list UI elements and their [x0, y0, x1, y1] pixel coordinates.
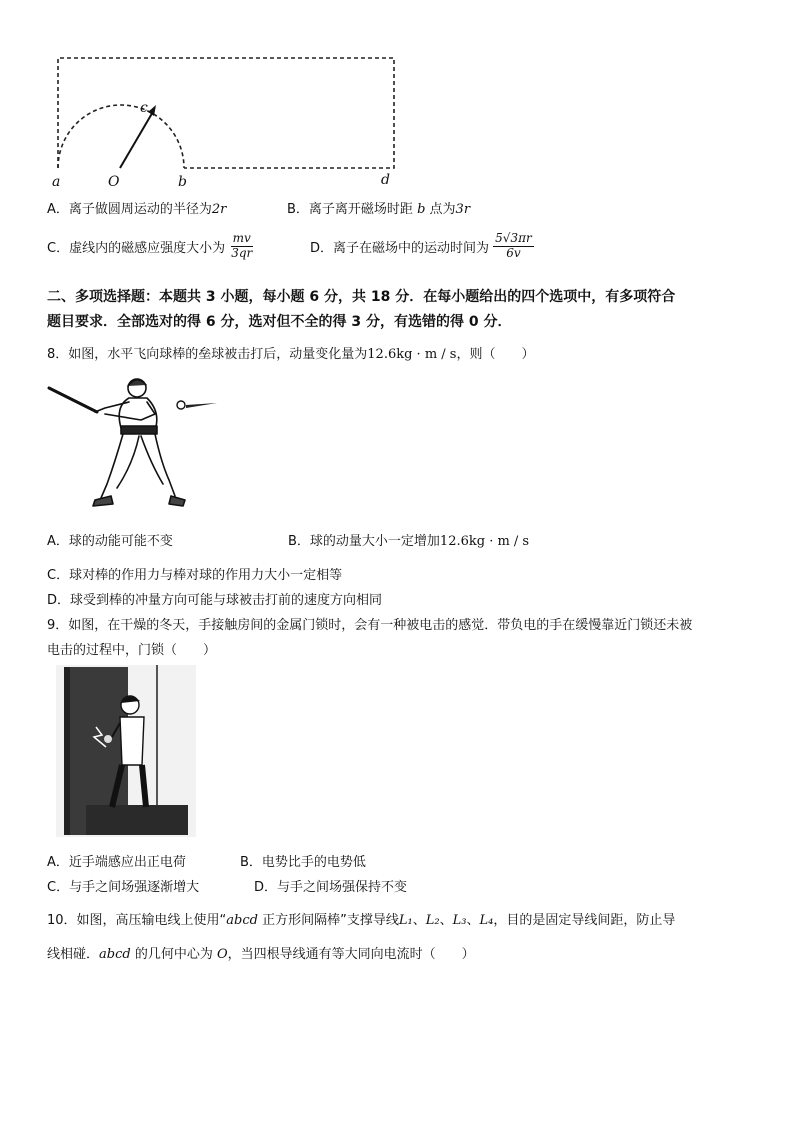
fraction-numerator: 5√3πr	[495, 231, 532, 245]
q10-abcd: abcd	[226, 913, 258, 928]
label-a: a	[52, 174, 61, 190]
fraction-numerator: mv	[232, 231, 251, 245]
q7-option-b-math: 3r	[455, 202, 471, 217]
wire-L1: L₁	[398, 913, 413, 928]
batter-leg-outline	[117, 436, 163, 488]
q8-option-b	[288, 530, 529, 549]
q7-option-b-text: B．离子离开磁场时距	[287, 202, 413, 217]
person-torso	[120, 717, 144, 765]
batter-shoe-right	[169, 496, 185, 506]
q7-option-c-fraction	[229, 232, 254, 261]
q10-abcd-2: abcd	[99, 947, 131, 962]
q8-stem-text: 8．如图，水平飞向球棒的垒球被击打后，动量变化量为	[47, 347, 368, 362]
q10-text-mid: 正方形间隔棒”支撑导线	[257, 913, 399, 928]
batter-shoe-left	[93, 496, 113, 506]
q7-option-b-text2: 点为	[429, 202, 456, 217]
q7-option-a	[47, 198, 226, 217]
label-b: b	[178, 174, 187, 190]
q9-stem-line1: 9．如图，在干燥的冬天，手接触房间的金属门锁时，会有一种被电击的感觉．带负电的手在缓慢靠近门锁还未被	[47, 618, 693, 633]
q10-stem-line1: 10．如图，高压输电线上使用“abcd 正方形间隔棒”支撑导线L₁、L₂、L₃、L₄，目的是固定导线间距，防止导	[47, 913, 676, 928]
q10-stem-line2	[47, 943, 475, 962]
q10-text2: 线相碰．	[47, 947, 100, 962]
wire-L3: L₃	[452, 913, 467, 928]
q9-stem-line2: 电击的过程中，门锁（ ）	[47, 643, 217, 658]
q7-option-b	[287, 198, 470, 217]
velocity-arrow	[120, 110, 154, 168]
q7-option-d-fraction	[493, 232, 534, 261]
label-c: c	[140, 100, 148, 116]
label-d: d	[381, 172, 390, 188]
q8-stem	[47, 343, 534, 362]
wire-L4: L₄	[479, 913, 494, 928]
q7-option-a-math: 2r	[211, 202, 227, 217]
q8-option-d: D．球受到棒的冲量方向可能与球被击打前的速度方向相同	[47, 593, 383, 608]
q7-option-a-text: A．离子做圆周运动的半径为	[47, 202, 212, 217]
door-lock-knob	[104, 735, 112, 743]
wire-L2: L₂	[425, 913, 440, 928]
section2-heading-line2: 题目要求．全部选对的得 6 分，选对但不全的得 3 分，有选错的得 0 分．	[47, 314, 512, 330]
magnetic-field-diagram	[48, 50, 408, 190]
q10-text2-post: ，当四根导线通有等大同向电流时（ ）	[227, 947, 475, 962]
q9-option-d: D．与手之间场强保持不变	[254, 880, 408, 895]
q7-option-b-point: b	[417, 202, 426, 217]
batter-belt	[121, 426, 157, 434]
floor-mat	[86, 805, 188, 835]
q8-option-c: C．球对棒的作用力与棒对球的作用力大小一定相等	[47, 568, 343, 583]
q10-text-post: ，目的是固定导线间距，防止导	[493, 913, 676, 928]
fraction-denominator: 3qr	[231, 245, 253, 260]
baseball-bat	[49, 388, 97, 412]
q9-option-a: A．近手端感应出正电荷	[47, 855, 186, 870]
q8-option-b-text: B．球的动量大小一定增加	[288, 534, 440, 549]
baseball-motion-streak	[186, 403, 217, 408]
q7-option-d	[310, 232, 534, 261]
dashed-field-boundary	[58, 58, 394, 168]
q8-option-b-value: 12.6kg · m / s	[439, 534, 530, 549]
label-O: O	[108, 174, 120, 190]
q9-option-b: B．电势比手的电势低	[240, 855, 366, 870]
batter-illustration	[45, 372, 220, 512]
dashed-semicircle-boundary	[58, 105, 184, 168]
q10-center-O: O	[216, 947, 228, 962]
q8-stem-value: 12.6kg · m / s	[367, 347, 457, 362]
door-lock-photo	[56, 665, 196, 837]
wall-corner-line	[156, 665, 158, 805]
q8-stem-post: ，则（ ）	[456, 347, 535, 362]
baseball	[177, 401, 185, 409]
q10-text2-mid: 的几何中心为	[130, 947, 217, 962]
door-frame	[64, 667, 70, 835]
fraction-denominator: 6v	[506, 245, 521, 260]
q8-option-a: A．球的动能可能不变	[47, 534, 173, 549]
q10-text: 10．如图，高压输电线上使用“	[47, 913, 227, 928]
q7-option-c	[47, 232, 254, 261]
q7-option-d-text: D．离子在磁场中的运动时间为	[310, 240, 490, 256]
q7-option-c-text: C．虚线内的磁感应强度大小为	[47, 240, 226, 256]
section2-heading-line1: 二、多项选择题：本题共 3 小题，每小题 6 分，共 18 分．在每小题给出的四个选项中，有多项符合	[47, 289, 676, 305]
q9-option-c: C．与手之间场强逐渐增大	[47, 880, 200, 895]
batter-legs	[101, 434, 175, 498]
